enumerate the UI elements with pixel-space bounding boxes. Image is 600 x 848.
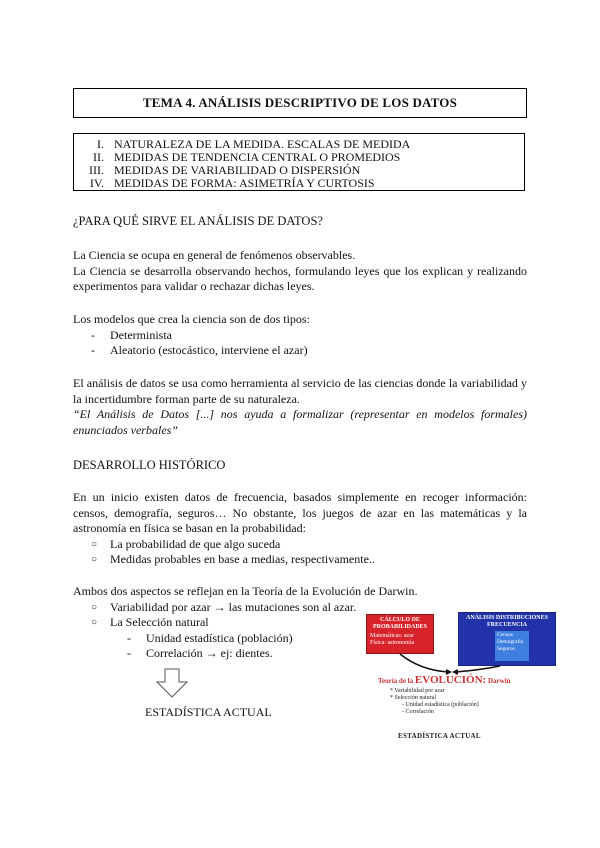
list-text: Determinista	[110, 327, 172, 342]
page-title: TEMA 4. ANÁLISIS DESCRIPTIVO DE LOS DATOS	[142, 95, 458, 110]
list-text: Medidas probables en base a medias, respectivamente..	[110, 552, 375, 566]
toc-number: III.	[89, 163, 104, 177]
evolution-item: * Variabilidad por azar	[390, 688, 445, 694]
toc-text: MEDIDAS DE TENDENCIA CENTRAL O PROMEDIOS	[114, 150, 401, 164]
toc-number: II.	[93, 150, 104, 164]
probability-list	[73, 537, 527, 568]
list-text: Variabilidad por azar → las mutaciones son al azar.	[110, 599, 357, 614]
evolution-title	[378, 674, 511, 686]
paragraph: Los modelos que crea la ciencia son de dos tipos:	[73, 312, 310, 326]
down-arrow-icon	[155, 668, 189, 698]
frequency-box-body: Censos Demografía Seguros	[495, 631, 529, 661]
list-text: La probabilidad de que algo suceda	[110, 536, 281, 551]
evolution-item: * Selección natural	[390, 695, 436, 701]
list-marker: ○	[91, 554, 98, 565]
list-marker: -	[91, 327, 95, 342]
paragraph: En un inicio existen datos de frecuencia, basados simplemente en recoger información: censos, demografía, seguros… No obstante, los juegos de azar en las matemáticas y la astronomía en física se basan en la probabilidad:	[73, 490, 527, 535]
figure-bottom-label: ESTADÍSTICA ACTUAL	[398, 732, 481, 740]
list-item	[73, 537, 527, 553]
list-item	[73, 343, 527, 359]
list-text: Aleatorio (estocástico, interviene el azar)	[110, 343, 308, 357]
evolution-item: - Unidad estadística (población)	[402, 702, 479, 708]
evolution-prefix: Teoría de la	[378, 677, 414, 685]
toc-number: I.	[97, 137, 104, 151]
evolution-items	[390, 688, 479, 716]
models-list	[73, 328, 527, 359]
paragraph: La Ciencia se desarrolla observando hechos, formulando leyes que los explican y realizando experimentos para validar o rechazar dichas leyes.	[73, 263, 527, 293]
toc-item	[74, 177, 524, 190]
evolution-item: - Correlación	[402, 709, 434, 715]
paragraph-block	[73, 248, 527, 295]
list-text: Unidad estadística (población)	[146, 630, 293, 645]
page-title-box	[73, 88, 527, 118]
frequency-box-header: ANÁLISIS DISTRIBUCIONES FRECUENCIA	[466, 615, 548, 628]
list-marker: -	[91, 343, 95, 357]
section-purpose	[73, 214, 527, 230]
list-marker: -	[127, 630, 131, 645]
models-block	[73, 312, 527, 359]
list-marker: ○	[91, 601, 98, 613]
list-marker: ○	[91, 617, 98, 628]
analysis-block	[73, 376, 527, 438]
list-marker: ○	[91, 538, 98, 550]
darwin-name: Darwin	[487, 677, 511, 685]
list-item	[73, 328, 527, 344]
list-text: Correlación → ej: dientes.	[146, 646, 273, 660]
list-marker: -	[127, 646, 131, 660]
evolution-word: EVOLUCIÓN:	[414, 674, 487, 686]
quote: “El Análisis de Datos [...] nos ayuda a formalizar (representar en modelos formales) enunciados verbales”	[73, 407, 527, 437]
paragraph: Ambos dos aspectos se reflejan en la Teoría de la Evolución de Darwin.	[73, 584, 418, 598]
table-of-contents	[73, 133, 525, 191]
paragraph: El análisis de datos se usa como herramienta al servicio de las ciencias donde la variabilidad y la incertidumbre forman parte de su naturaleza.	[73, 376, 527, 406]
toc-text: NATURALEZA DE LA MEDIDA. ESCALAS DE MEDIDA	[114, 137, 411, 151]
toc-text: MEDIDAS DE VARIABILIDAD O DISPERSIÓN	[114, 163, 361, 177]
probability-box-header: CÁLCULO DE PROBABILIDADES	[372, 617, 427, 630]
section-heading: ¿PARA QUÉ SIRVE EL ANÁLISIS DE DATOS?	[73, 214, 323, 228]
history-block	[73, 490, 527, 568]
section-history	[73, 458, 527, 474]
result-label: ESTADÍSTICA ACTUAL	[145, 705, 272, 719]
list-item	[73, 552, 527, 568]
list-text: La Selección natural	[110, 615, 209, 629]
paragraph: La Ciencia se ocupa en general de fenómenos observables.	[73, 248, 356, 262]
toc-text: MEDIDAS DE FORMA: ASIMETRÍA Y CURTOSIS	[114, 176, 375, 190]
toc-number: IV.	[89, 176, 104, 190]
probability-box-body: Matemáticas: azar Física: astronomía	[370, 633, 415, 646]
section-heading: DESARROLLO HISTÓRICO	[73, 458, 226, 472]
evolution-diagram	[360, 608, 555, 748]
